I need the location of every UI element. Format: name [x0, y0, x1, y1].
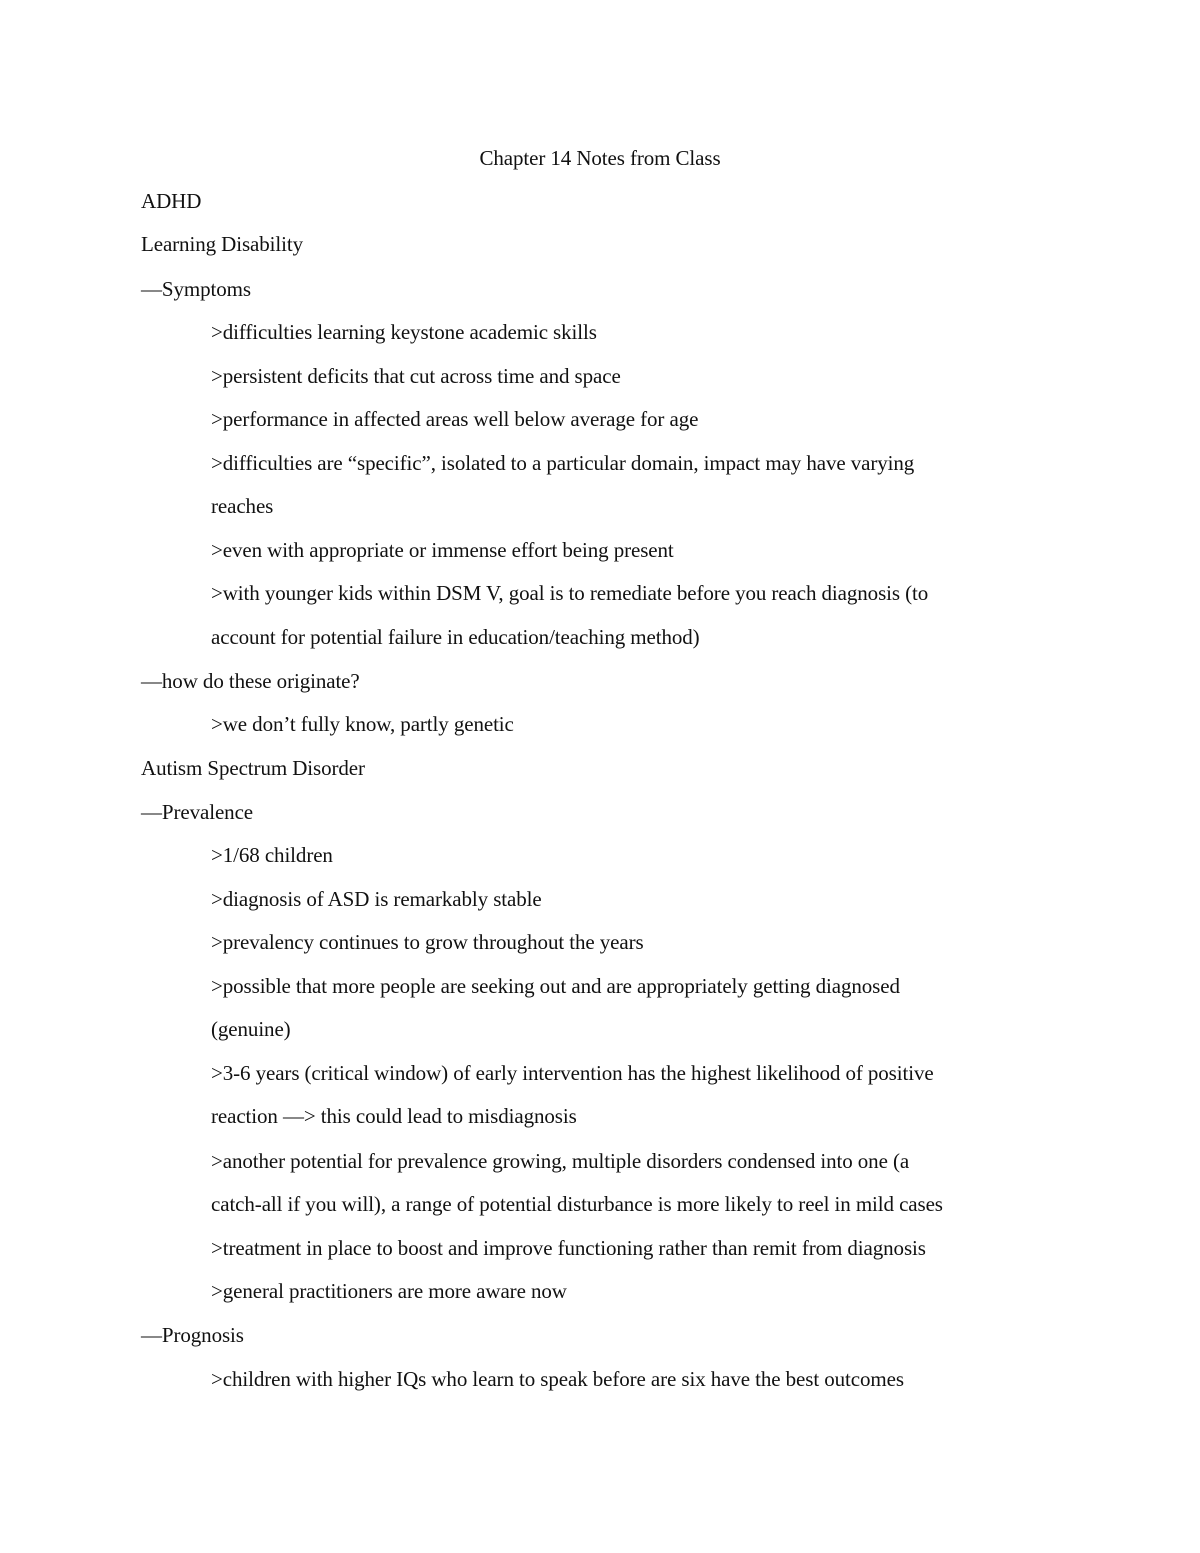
note-line-continued: catch-all if you will), a range of potential disturbance is more likely to reel in mild cases	[211, 1192, 943, 1216]
note-line: >persistent deficits that cut across time and space	[211, 364, 621, 388]
note-line: >with younger kids within DSM V, goal is to remediate before you reach diagnosis (to	[211, 581, 929, 605]
note-line: >3-6 years (critical window) of early intervention has the highest likelihood of positive	[211, 1061, 934, 1085]
note-line: >treatment in place to boost and improve functioning rather than remit from diagnosis	[211, 1236, 926, 1260]
heading-learning-disability: Learning Disability	[141, 232, 303, 256]
note-line: >even with appropriate or immense effort being present	[211, 538, 674, 562]
heading-adhd: ADHD	[141, 189, 202, 213]
subheading-prognosis: —Prognosis	[141, 1323, 244, 1347]
note-line: >another potential for prevalence growing, multiple disorders condensed into one (a	[211, 1149, 910, 1173]
heading-autism-spectrum-disorder: Autism Spectrum Disorder	[141, 756, 365, 780]
subheading-origin: —how do these originate?	[141, 669, 360, 693]
subheading-symptoms: —Symptoms	[141, 277, 251, 301]
note-line: >prevalency continues to grow throughout the years	[211, 930, 644, 954]
note-line: >children with higher IQs who learn to speak before are six have the best outcomes	[211, 1367, 904, 1391]
note-line-continued: reaction —> this could lead to misdiagnosis	[211, 1104, 577, 1128]
note-line: >1/68 children	[211, 843, 333, 867]
note-line: >possible that more people are seeking out and are appropriately getting diagnosed	[211, 974, 900, 998]
note-line: >we don’t fully know, partly genetic	[211, 712, 514, 736]
note-line: >difficulties learning keystone academic skills	[211, 320, 597, 344]
note-line: >difficulties are “specific”, isolated to a particular domain, impact may have varying	[211, 451, 915, 475]
subheading-prevalence: —Prevalence	[141, 800, 254, 824]
note-line-continued: account for potential failure in education/teaching method)	[211, 625, 700, 649]
note-line: >diagnosis of ASD is remarkably stable	[211, 887, 542, 911]
note-line: >performance in affected areas well below average for age	[211, 407, 699, 431]
note-line-continued: reaches	[211, 494, 274, 518]
page-title: Chapter 14 Notes from Class	[479, 146, 721, 170]
note-line-continued: (genuine)	[211, 1017, 291, 1041]
note-line: >general practitioners are more aware now	[211, 1279, 567, 1303]
